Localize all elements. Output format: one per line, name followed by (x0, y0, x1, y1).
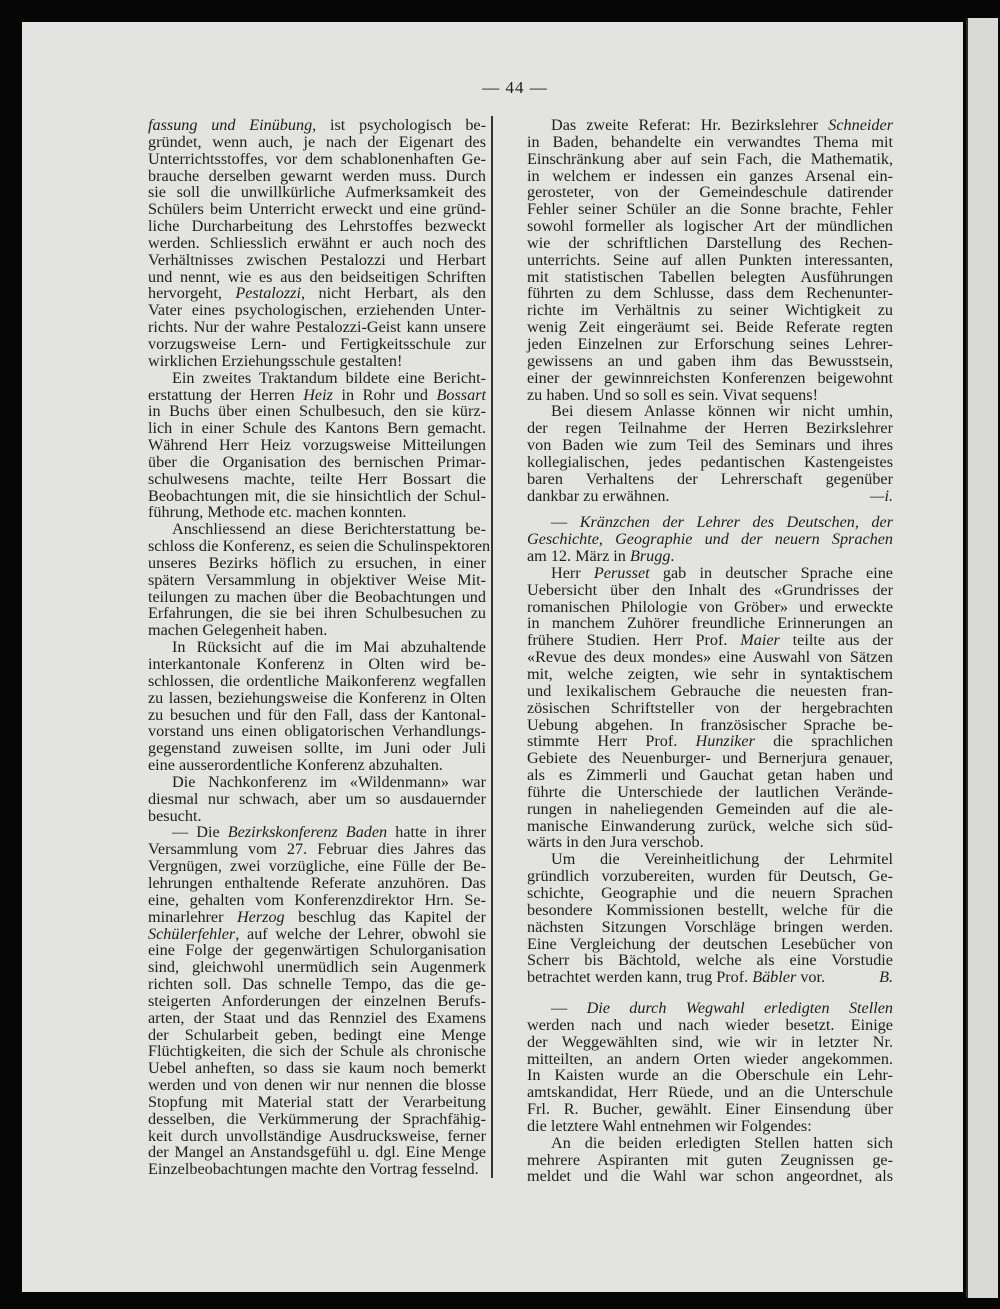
text-line: minarlehrer Herzog beschlug das Kapitel der (148, 907, 487, 926)
text-line: diesmal nur schwach, aber um so ausdauernder (148, 789, 486, 808)
paragraph (148, 824, 486, 1178)
text-line: manische Einwanderung zurück, welche sich süd- (527, 816, 893, 835)
text-line: Vergnügen, zwei vorzügliche, eine Fülle der Be- (148, 857, 486, 876)
text-line: wärts in den Jura verschob. (527, 833, 704, 852)
text-line: zösischen Schriftsteller von der hergebrachten (527, 698, 893, 717)
text-line: gründlich vorzubereiten, wurden für Deutsch, Ge- (527, 867, 893, 886)
italic-text: Heiz (303, 385, 333, 404)
paragraph (527, 851, 893, 986)
italic-text: fassung und Einübung (148, 116, 313, 134)
text-line: Bei diesem Anlasse können wir nicht umhin, (551, 402, 893, 421)
italic-text: Bäbler (752, 968, 797, 987)
italic-text: Pestalozzi (235, 284, 301, 303)
text-line: unseres Bezirks höflich zu ersuchen, in einer (148, 553, 486, 572)
text-line: mit, welche zeigten, wie sehr in syntaktischem (527, 665, 893, 683)
text-line: schlossen, die ordentliche Maikonferenz wegfallen (148, 671, 486, 690)
text-line: Das zweite Referat: Hr. Bezirkslehrer Schneider (551, 116, 893, 134)
text-line: lich in einer Schule des Kantons Bern gemacht. (148, 419, 486, 438)
text-line: unterrichts. Seine auf allen Punkten interessanten, (527, 250, 893, 269)
author-signature: B. (879, 968, 893, 987)
text-line: Während Herr Heiz vorzugsweise Mitteilungen (148, 436, 486, 455)
text-line: vorzugsweise Lern- und Fertigkeitsschule zur (148, 334, 486, 353)
text-line: wie der schriftlichen Darstellung des Rechen- (527, 233, 893, 252)
text-line: — Die Bezirkskonferenz Baden hatte in ihrer (172, 823, 487, 842)
text-line: Unterrichtsstoffes, vor dem schablonenhaften Ge- (148, 149, 486, 168)
text-line: führten zu dem Schlusse, dass dem Rechenunter- (527, 284, 893, 303)
text-line: Uebel anheften, so dass sie kaum noch bemerkt (148, 1059, 486, 1078)
text-line: mit statistischen Tabellen belegten Ausführungen (527, 267, 893, 286)
text-line: Anschliessend an diese Berichterstattung be- (172, 520, 486, 539)
text-line: mehrere Aspiranten mit guten Zeugnissen ge- (527, 1150, 893, 1169)
text-line: in manchem Zuhörer freundliche Erinnerungen an (527, 614, 893, 633)
text-line: kollegialischen, jedes pedantischen Kastengeistes (527, 452, 893, 471)
text-line: «Revue des deux mondes» eine Auswahl von Sätzen (527, 648, 893, 667)
text-line: Beobachtungen mit, die sie hinsichtlich der Schul- (148, 486, 486, 505)
paragraph (148, 370, 486, 522)
text-line: dankbar zu erwähnen. —i. (527, 486, 893, 505)
paragraph (527, 1000, 893, 1135)
text-line: lehrungen enthaltende Referate anzuhören. Das (148, 873, 486, 892)
text-line: vorstand uns einen obligatorischen Verhandlungs- (148, 722, 486, 741)
text-line: richten soll. Das schnelle Tempo, das die ge- (148, 975, 486, 994)
text-line: fassung und Einübung, ist psychologisch be- (148, 116, 486, 134)
text-line: amtskandidat, Herr Rüede, und an die Unterschule (527, 1083, 893, 1102)
text-line: baren Verhaltens der Lehrerschaft gegenüber (527, 469, 893, 488)
paragraph (527, 565, 893, 851)
italic-text: Schülerfehler (148, 924, 236, 943)
text-line: erstattung der Herren Heiz in Rohr und Bossart (148, 385, 486, 404)
text-line: von Baden wie zum Teil des Seminars und ihres (527, 436, 893, 455)
text-line: besucht. (148, 806, 202, 825)
paragraph (527, 403, 893, 504)
italic-text: Herzog (236, 907, 285, 926)
text-line: In Kaisten wurde an die Oberschule ein Lehr- (527, 1066, 893, 1085)
text-line: Uebung abgehen. In französischer Sprache be- (527, 715, 893, 734)
adjacent-page-edge (966, 18, 998, 1298)
text-line: machen Gelegenheit haben. (148, 621, 328, 640)
text-line: sie soll die unwillkürliche Aufmerksamkeit des (148, 183, 486, 202)
italic-text: Bossart (436, 385, 486, 404)
text-line: Vater eines psychologischen, erziehenden Unter- (148, 301, 486, 320)
text-line: einer der gewinnreichsten Konferenzen beigewohnt (527, 368, 893, 387)
text-line: brauche derselben gewarnt werden muss. Durch (148, 166, 486, 185)
text-line: als es Zimmerli und Gauchat getan haben und (527, 766, 893, 785)
text-line: über die Organisation des bernischen Primar- (148, 452, 486, 471)
text-line: die letztere Wahl entnehmen wir Folgendes: (527, 1116, 812, 1135)
text-line: Um die Vereinheitlichung der Lehrmitel (551, 850, 893, 869)
italic-text: Geschichte, Geographie und der neuern Sprachen (527, 530, 893, 549)
text-line: Scherr bis Bächtold, welche als eine Vorstudie (527, 951, 893, 970)
paragraph (148, 639, 486, 774)
text-line: wenig Zeit eingeräumt sei. Beide Referate regten (527, 318, 893, 337)
text-line: werden nach und nach wieder besetzt. Einige (527, 1015, 893, 1034)
text-line: eine ausserordentliche Konferenz abzuhalten. (148, 756, 443, 775)
text-line: der Mangel an Anstandsgefühl u. dgl. Eine Menge (148, 1143, 486, 1162)
text-line: Eine Vergleichung der deutschen Lesebücher von (527, 934, 893, 953)
italic-text: Bezirkskonferenz Baden (227, 823, 388, 842)
text-line: eine Folge der gegenwärtigen Schulorganisation (148, 941, 486, 960)
text-line: wirklichen Erziehungsschule gestalten! (148, 351, 403, 370)
text-line: Uebersicht über den Inhalt des «Grundrisses der (527, 580, 893, 599)
text-line: der Weggewählten sind, wie wir in letzter Nr. (527, 1032, 893, 1051)
italic-text: Maier (740, 631, 780, 650)
text-line: führte die Unterschiede der lautlichen Verände- (527, 782, 893, 801)
text-line: Erfahrungen, die sie bei ihren Schulbesuchen zu (148, 604, 486, 623)
text-line: liche Durcharbeitung des Lehrstoffes bezweckt (148, 217, 486, 236)
text-line: und lexikalischem Gebrauche die neuesten fran- (527, 681, 893, 700)
text-line: gerosteter, von der Gemeindeschule datirender (527, 183, 893, 202)
text-line: Herr Perusset gab in deutscher Sprache eine (551, 563, 893, 582)
text-line: in Baden, behandelte ein verwandtes Thema mit (527, 132, 893, 151)
text-line: Schülerfehler, auf welche der Lehrer, obwohl sie (148, 924, 486, 943)
text-line: sind, gleichwohl unermüdlich sein Augenmerk (148, 958, 486, 977)
text-line: teilungen zu machen über die Beobachtungen und (148, 587, 486, 606)
text-line: Verhältnisses zwischen Pestalozzi und Herbart (148, 250, 486, 269)
text-line: romanischen Philologie von Gröber» und erweckte (527, 597, 893, 616)
text-line: der Schularbeit geben, bedingt eine Menge (148, 1025, 486, 1044)
text-line: keit durch unvollständige Ausdrucksweise, ferner (148, 1126, 486, 1145)
text-line: jeden Einzelnen zur Erforschung seines Lehrer- (527, 334, 893, 353)
text-line: interkantonale Konferenz in Olten wird be- (148, 655, 486, 673)
text-line: nächsten Sitzungen Vorschläge bringen werden. (527, 917, 893, 936)
italic-text: Hunziker (695, 732, 755, 751)
text-line: steigerten Anforderungen der einzelnen Berufs- (148, 991, 486, 1010)
text-line: Stopfung mit Material statt der Verarbeitung (148, 1092, 486, 1111)
text-line: desselben, die Verkümmerung der Sprachfähig- (148, 1109, 486, 1128)
text-line: spätern Versammlung in objektiver Weise Mit- (148, 570, 486, 589)
italic-text: Brugg (629, 547, 671, 566)
text-line: Einzelbeobachtungen machte den Vortrag fesselnd. (148, 1160, 479, 1179)
text-line: führung, Methode etc. machen konnten. (148, 503, 407, 522)
text-line: sowohl formeller als logischer Art der mündlichen (527, 217, 893, 236)
text-line: hervorgeht, Pestalozzi, nicht Herbart, als den (148, 284, 487, 303)
text-line: zu haben. Und so soll es sein. Vivat sequens! (527, 385, 818, 404)
text-line: Versammlung vom 27. Februar dies Jahres das (148, 840, 486, 859)
text-line: An die beiden erledigten Stellen hatten sich (551, 1133, 893, 1152)
text-line: richte im Verhältnis zu seiner Wichtigkeit zu (527, 301, 893, 320)
text-line: schulwesens machte, teilte Herr Bossart die (148, 469, 486, 488)
text-line: Die Nachkonferenz im «Wildenmann» war (172, 772, 486, 791)
left-column (148, 116, 491, 1179)
text-line: eine, gehalten vom Konferenzdirektor Hrn. Se- (148, 890, 486, 909)
text-line: Einschränkung aber auf sein Fach, die Mathematik, (527, 149, 893, 168)
text-line: werden. Schliesslich erwähnt er auch noch des (148, 233, 486, 252)
text-line: meldet und die Wahl war schon angeordnet, als (527, 1167, 893, 1186)
italic-text: Perusset (593, 563, 650, 582)
text-line: zu besuchen und für den Fall, dass der Kantonal- (148, 705, 486, 724)
text-line: besondere Kommissionen bestellt, welche für die (527, 900, 893, 919)
text-line (527, 531, 893, 548)
italic-text: Kränzchen der Lehrer des Deutschen, der (579, 513, 893, 532)
text-line: schloss die Konferenz, es seien die Schulinspektoren (148, 537, 491, 556)
italic-text: Die durch Wegwahl erledigten Stellen (586, 999, 893, 1018)
paragraph (148, 520, 491, 640)
text-line: in welchem er indessen ein ganzes Arsenal ein- (527, 166, 893, 185)
text-line: Ein zweites Traktandum bildete eine Bericht- (172, 368, 486, 387)
text-line: Gebiete des Neuenburger- und Bernerjura genauer, (527, 749, 893, 768)
text-line: arten, der Staat und das Rennziel des Examens (148, 1008, 486, 1027)
text-line: rungen in naheliegenden Gemeinden auf die ale- (527, 799, 893, 818)
text-line: Frl. R. Bucher, gewählt. Einer Einsendung über (527, 1100, 893, 1119)
text-line: Fehler seiner Schüler an die Sonne brachte, Fehler (527, 200, 893, 219)
text-line: gründet, wenn auch, je nach der Eigenart des (148, 132, 486, 151)
text-line: In Rücksicht auf die im Mai abzuhaltende (172, 638, 486, 657)
text-line: schichte, Geographie und die neuern Sprachen (527, 883, 893, 902)
text-line: mitteilten, an andern Orten wieder angekommen. (527, 1049, 893, 1068)
page-number: — 44 — (482, 78, 548, 97)
text-line: werden und von denen wir nur nennen die blosse (148, 1076, 486, 1095)
paragraph (527, 117, 893, 403)
text-line: Schülers beim Unterricht erweckt und eine gründ- (148, 200, 486, 219)
text-line: frühere Studien. Herr Prof. Maier teilte aus der (527, 631, 893, 650)
italic-text: Schneider (828, 116, 893, 134)
paragraph (527, 514, 893, 565)
text-line: richts. Nur der wahre Pestalozzi-Geist kann unsere (148, 318, 486, 337)
text-line: stimmte Herr Prof. Hunziker die sprachlichen (527, 732, 893, 751)
text-line: in Buchs über einen Schulbesuch, den sie kürz- (148, 402, 486, 421)
paragraph (527, 1135, 893, 1186)
paragraph (148, 774, 486, 825)
text-line: Flüchtigkeiten, die sich der Schule als chronische (148, 1042, 486, 1061)
text-line: zu lassen, beziehungsweise die Konferenz in Olten (148, 688, 486, 707)
paragraph (148, 117, 486, 370)
column-rule (491, 116, 493, 1178)
text-line: und nennt, wie es aus den beidseitigen Schriften (148, 267, 486, 286)
text-line: — Kränzchen der Lehrer des Deutschen, der (551, 513, 893, 532)
text-line: — Die durch Wegwahl erledigten Stellen (551, 999, 893, 1018)
right-column (527, 117, 893, 1185)
text-line: betrachtet werden kann, trug Prof. Bäbler vor. B. (527, 968, 893, 987)
text-line: am 12. März in Brugg. (527, 547, 675, 566)
author-signature: —i. (870, 486, 893, 505)
text-line: der regen Teilnahme der Herren Bezirkslehrer (527, 419, 893, 438)
text-line: gewissens an und gaben ihm das Bewusstsein, (527, 351, 893, 370)
text-line: gegenstand zuweisen sollte, im Juni oder Juli (148, 739, 486, 758)
